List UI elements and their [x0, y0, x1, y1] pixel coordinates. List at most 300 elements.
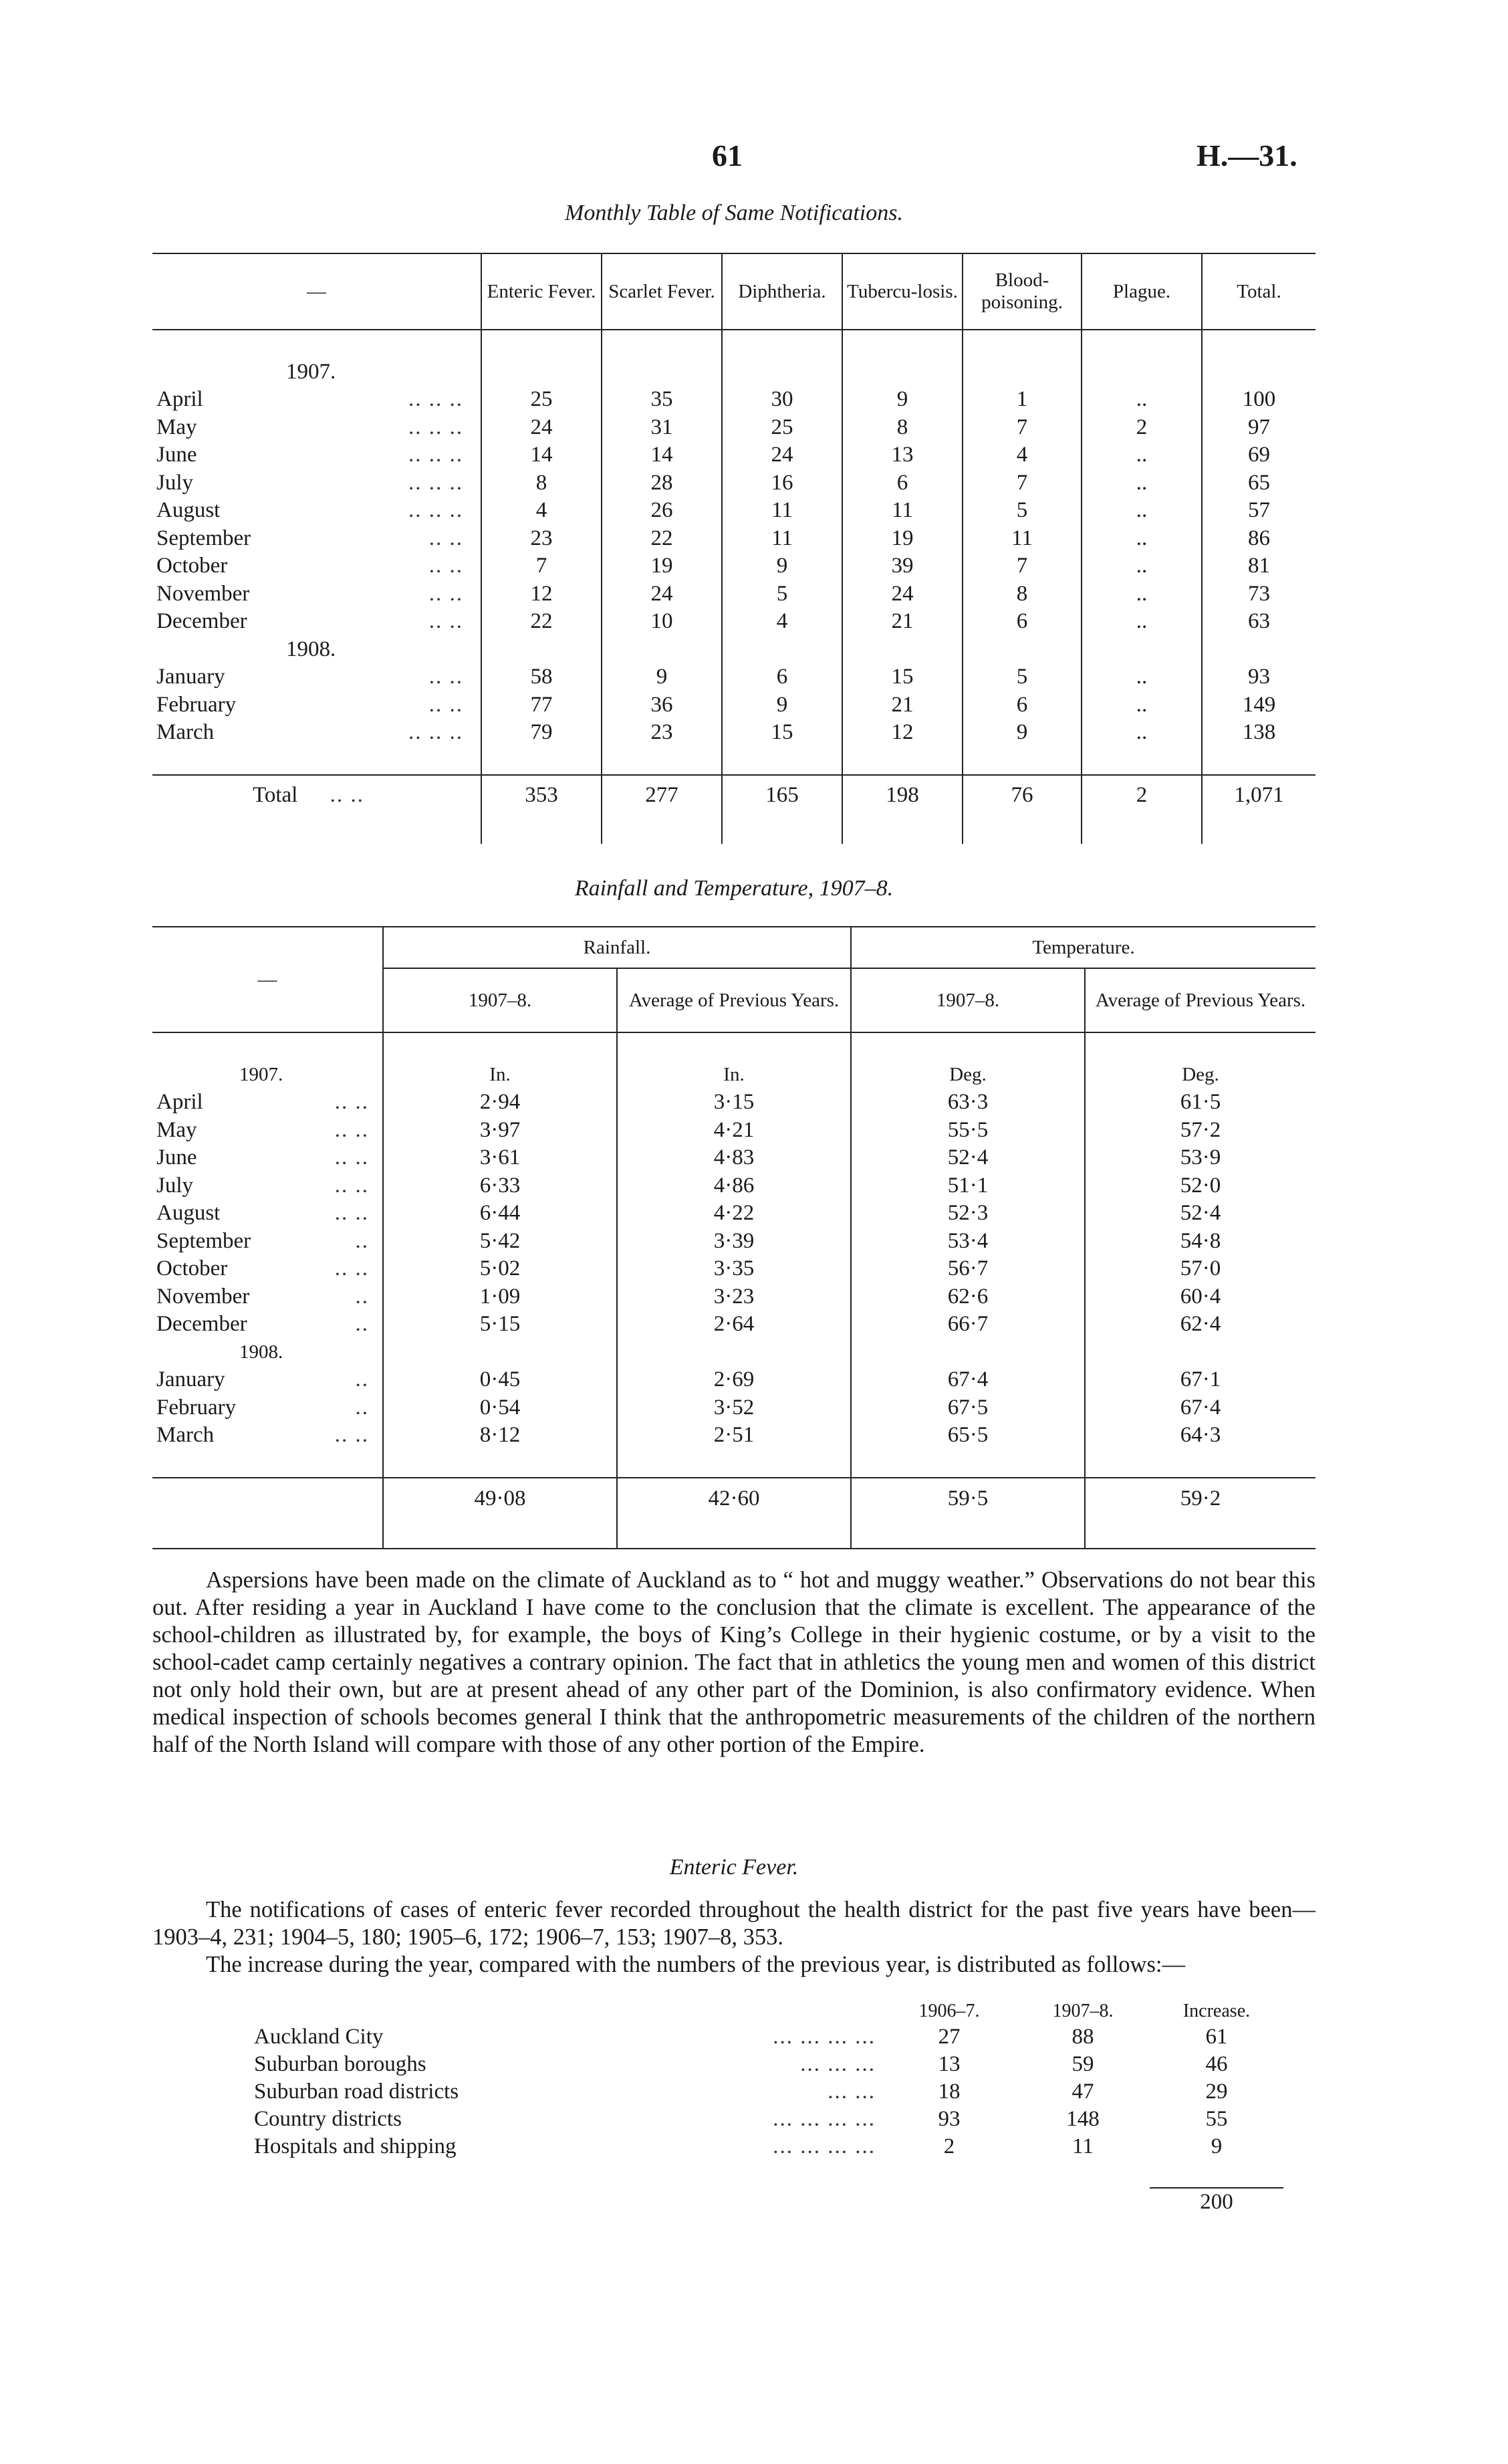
header-dash: — — [257, 968, 277, 990]
table-cell: 7 — [963, 469, 1082, 497]
leader-dots: .. .. — [334, 1145, 369, 1169]
rainfall-total-row — [152, 1478, 1315, 1520]
leader-dots: .. .. — [428, 554, 463, 578]
table-cell: 9 — [722, 552, 842, 580]
col-blood-poisoning: Blood-poisoning. — [963, 253, 1082, 330]
table-cell: 65 — [1202, 469, 1315, 497]
year-label: 1907. — [286, 359, 336, 384]
month-cell — [152, 1422, 383, 1450]
leader-dots: .. .. — [334, 1090, 369, 1114]
col-temp-average: Average of Previous Years. — [1085, 968, 1315, 1032]
total-value: 165 — [722, 775, 842, 816]
table-row — [254, 2106, 1283, 2133]
table-cell: 12 — [481, 580, 602, 608]
table-cell: 57 — [1202, 497, 1315, 525]
table-cell: 56·7 — [851, 1255, 1085, 1283]
leader-dots: ... ... ... ... — [773, 2025, 876, 2049]
table-cell: 3·97 — [383, 1117, 617, 1145]
table-cell: 15 — [722, 719, 842, 747]
col-1907-8: 1907–8. — [1052, 2001, 1114, 2021]
leader-dots: ... ... ... ... — [773, 2107, 876, 2131]
table-cell: 64·3 — [1085, 1422, 1315, 1450]
table-row — [152, 441, 1315, 469]
district-label: Hospitals and shipping — [254, 2134, 457, 2158]
table-cell: 0·54 — [383, 1394, 617, 1422]
month-cell — [152, 552, 481, 580]
climate-paragraph — [152, 1567, 1315, 1759]
table-row — [254, 2023, 1283, 2051]
table-cell: 2·69 — [617, 1366, 851, 1394]
table-row — [152, 414, 1315, 442]
month-cell — [152, 525, 481, 553]
col-temp-current: 1907–8. — [851, 968, 1085, 1032]
table-row — [152, 1228, 1315, 1256]
table-cell: 5·02 — [383, 1255, 617, 1283]
table-row — [152, 1450, 1315, 1478]
month-label: July — [156, 1173, 194, 1198]
table-row — [152, 469, 1315, 497]
table-row — [152, 1311, 1315, 1339]
table-cell: 11 — [963, 525, 1082, 553]
climate-text: Aspersions have been made on the climate of Auckland as to “ hot and muggy weather.” Observations do not bear this out. After residing a year in Auckland I have come to the conclusion that the climate is excellent. The appearance of the school-children as illustrated by, for example, the boys of King’s College in their hygienic costume, or by a visit to the school-cadet camp certainly negatives a contrary opinion. The fact that in athletics the young men and women of this district not only hold their own, but are at present ahead of any other part of the Dominion, is also confirmatory evidence. When medical inspection of schools becomes general I think that the anthropometric measurements of the children of the northern half of the North Island will compare with those of any other portion of the Empire. — [152, 1567, 1315, 1757]
table-cell: .. — [1082, 719, 1202, 747]
enteric-text-1: The notifications of cases of enteric fever recorded throughout the health district for the past five years have been—1903–4, 231; 1904–5, 180; 1905–6, 172; 1906–7, 153; 1907–8, 353. — [152, 1897, 1315, 1950]
month-cell — [152, 719, 481, 747]
table-cell: 9 — [963, 719, 1082, 747]
month-label: April — [156, 1090, 203, 1114]
table-row — [152, 816, 1315, 844]
month-label: May — [156, 415, 197, 439]
table-cell: 67·1 — [1085, 1366, 1315, 1394]
table-cell: .. — [1082, 691, 1202, 719]
leader-dots: .. .. — [334, 1423, 369, 1447]
month-label: March — [156, 1423, 215, 1447]
leader-dots: .. .. .. — [408, 415, 463, 439]
table-cell: 18 — [938, 2080, 961, 2104]
table-cell: 3·39 — [617, 1228, 851, 1256]
month-cell — [152, 1089, 383, 1117]
col-rain-average: Average of Previous Years. — [617, 968, 851, 1032]
table-cell: 3·61 — [383, 1144, 617, 1172]
month-cell — [152, 1255, 383, 1283]
month-label: May — [156, 1117, 197, 1142]
table-cell: 138 — [1202, 719, 1315, 747]
table-cell: 11 — [722, 525, 842, 553]
table-cell: 8·12 — [383, 1422, 617, 1450]
table-cell: 46 — [1205, 2052, 1228, 2076]
table-cell: 10 — [602, 608, 722, 636]
month-label: April — [156, 387, 203, 411]
unit-temp: Deg. — [1085, 1061, 1315, 1089]
table-cell: 19 — [842, 525, 963, 553]
table-cell: 100 — [1202, 386, 1315, 414]
table-cell: 23 — [602, 719, 722, 747]
table-row — [152, 1144, 1315, 1172]
month-label: August — [156, 1201, 221, 1225]
month-cell — [152, 414, 481, 442]
district-cell — [254, 2078, 882, 2106]
month-label: October — [156, 554, 228, 578]
year-row — [152, 1339, 1315, 1367]
table-cell: 2·51 — [617, 1422, 851, 1450]
table-cell: 26 — [602, 497, 722, 525]
table-cell: 24 — [842, 580, 963, 608]
table-cell: 35 — [602, 386, 722, 414]
enteric-paragraphs — [152, 1896, 1315, 1979]
table-cell: 6 — [963, 691, 1082, 719]
table-cell: 51·1 — [851, 1172, 1085, 1200]
month-cell — [152, 1366, 383, 1394]
table-cell: 6 — [963, 608, 1082, 636]
year-label: 1908. — [286, 637, 336, 661]
table-cell: 58 — [481, 663, 602, 691]
page-reference: H.—31. — [1197, 138, 1297, 173]
table-cell: 7 — [963, 552, 1082, 580]
month-cell — [152, 1144, 383, 1172]
notifications-caption: Monthly Table of Same Notifications. — [565, 201, 903, 225]
table-cell: 8 — [842, 414, 963, 442]
district-cell — [254, 2051, 882, 2078]
table-cell: 4·22 — [617, 1200, 851, 1228]
table-cell: .. — [1082, 525, 1202, 553]
table-row — [152, 525, 1315, 553]
table-cell: 6·33 — [383, 1172, 617, 1200]
month-label: December — [156, 609, 247, 633]
table-cell: 149 — [1202, 691, 1315, 719]
month-cell — [152, 497, 481, 525]
leader-dots: .. .. .. — [408, 387, 463, 411]
table-cell: 62·4 — [1085, 1311, 1315, 1339]
table-cell: 11 — [1072, 2134, 1094, 2158]
enteric-total-row — [254, 2160, 1283, 2188]
table-cell: 25 — [722, 414, 842, 442]
month-cell — [152, 1228, 383, 1256]
month-label: June — [156, 443, 197, 467]
col-rain-current: 1907–8. — [383, 968, 617, 1032]
table-cell: 60·4 — [1085, 1283, 1315, 1311]
district-label: Suburban boroughs — [254, 2052, 426, 2076]
table-cell: 4·83 — [617, 1144, 851, 1172]
month-label: October — [156, 1256, 228, 1280]
leader-dots: .. .. .. — [408, 470, 463, 495]
table-row — [152, 497, 1315, 525]
col-diphtheria: Diphtheria. — [722, 253, 842, 330]
table-cell: 24 — [481, 414, 602, 442]
table-cell: 65·5 — [851, 1422, 1085, 1450]
table-cell: .. — [1082, 497, 1202, 525]
table-row — [152, 1032, 1315, 1061]
table-cell: 8 — [481, 469, 602, 497]
table-cell: 4·86 — [617, 1172, 851, 1200]
table-cell: 52·4 — [851, 1144, 1085, 1172]
notifications-header-row — [152, 253, 1315, 330]
table-cell: 5·42 — [383, 1228, 617, 1256]
table-row — [152, 608, 1315, 636]
table-cell: 9 — [1211, 2134, 1223, 2158]
leader-dots: .. — [355, 1395, 369, 1420]
table-cell: 9 — [842, 386, 963, 414]
month-label: August — [156, 498, 221, 522]
month-cell — [152, 663, 481, 691]
total-value: 277 — [602, 775, 722, 816]
table-row — [152, 1283, 1315, 1311]
table-cell: 67·5 — [851, 1394, 1085, 1422]
table-row — [152, 386, 1315, 414]
month-label: November — [156, 581, 250, 606]
table-cell: 61 — [1205, 2025, 1228, 2049]
table-cell: 24 — [602, 580, 722, 608]
table-cell: 39 — [842, 552, 963, 580]
table-cell: 4 — [481, 497, 602, 525]
rainfall-caption: Rainfall and Temperature, 1907–8. — [574, 876, 894, 901]
enteric-increase-table — [254, 1999, 1283, 2216]
table-cell: 24 — [722, 441, 842, 469]
table-cell: 5 — [963, 497, 1082, 525]
table-cell: .. — [1082, 441, 1202, 469]
table-row — [152, 1172, 1315, 1200]
district-cell — [254, 2023, 882, 2051]
col-total: Total. — [1202, 253, 1315, 330]
month-label: July — [156, 470, 194, 495]
month-cell — [152, 1283, 383, 1311]
notifications-total-row — [152, 775, 1315, 816]
table-cell: 62·6 — [851, 1283, 1085, 1311]
table-cell: 23 — [481, 525, 602, 553]
table-cell: 36 — [602, 691, 722, 719]
table-cell: 63 — [1202, 608, 1315, 636]
table-cell: 22 — [602, 525, 722, 553]
table-row — [152, 1520, 1315, 1549]
table-cell: 3·35 — [617, 1255, 851, 1283]
leader-dots: .. .. .. — [408, 720, 463, 744]
leader-dots: .. — [355, 1228, 369, 1253]
month-label: January — [156, 665, 225, 689]
page-number: 61 — [712, 138, 743, 173]
table-row — [152, 552, 1315, 580]
col-scarlet: Scarlet Fever. — [602, 253, 722, 330]
total-label: Total — [253, 783, 298, 808]
total-value: 76 — [963, 775, 1082, 816]
leader-dots: .. .. — [428, 581, 463, 606]
month-label: March — [156, 720, 215, 744]
table-row — [254, 2078, 1283, 2106]
table-cell: 53·9 — [1085, 1144, 1315, 1172]
month-cell — [152, 386, 481, 414]
table-cell: 93 — [938, 2107, 961, 2131]
table-cell: .. — [1082, 469, 1202, 497]
table-row — [152, 663, 1315, 691]
table-cell: 6·44 — [383, 1200, 617, 1228]
table-cell: 12 — [842, 719, 963, 747]
table-cell: 52·4 — [1085, 1200, 1315, 1228]
leader-dots: .. — [355, 1284, 369, 1309]
table-cell: 55·5 — [851, 1117, 1085, 1145]
table-cell: 4·21 — [617, 1117, 851, 1145]
table-cell: 52·0 — [1085, 1172, 1315, 1200]
table-cell: 21 — [842, 691, 963, 719]
district-label: Suburban road districts — [254, 2080, 459, 2104]
table-cell: 14 — [602, 441, 722, 469]
table-cell: 52·3 — [851, 1200, 1085, 1228]
enteric-text-2: The increase during the year, compared with the numbers of the previous year, is distributed as follows:— — [206, 1952, 1185, 1977]
table-cell: 16 — [722, 469, 842, 497]
table-cell: 69 — [1202, 441, 1315, 469]
month-cell — [152, 441, 481, 469]
rainfall-group-header — [152, 927, 1315, 968]
table-cell: 21 — [842, 608, 963, 636]
table-cell: .. — [1082, 580, 1202, 608]
leader-dots: .. .. — [334, 1201, 369, 1225]
col-enteric: Enteric Fever. — [481, 253, 602, 330]
table-cell: 148 — [1066, 2107, 1100, 2131]
month-label: September — [156, 1228, 251, 1253]
table-cell: 5 — [722, 580, 842, 608]
group-temperature: Temperature. — [851, 927, 1315, 968]
month-cell — [152, 1311, 383, 1339]
table-cell: 22 — [481, 608, 602, 636]
table-cell: 63·3 — [851, 1089, 1085, 1117]
table-row — [152, 330, 1315, 358]
table-row — [152, 1200, 1315, 1228]
col-1906-7: 1906–7. — [918, 2001, 980, 2021]
month-label: February — [156, 1395, 237, 1420]
table-row — [152, 1366, 1315, 1394]
table-row — [254, 2133, 1283, 2160]
leader-dots: .. .. — [334, 1117, 369, 1142]
table-row — [152, 1117, 1315, 1145]
header-dash: — — [307, 280, 326, 302]
year-row — [152, 636, 1315, 664]
table-row — [152, 1089, 1315, 1117]
table-cell: 9 — [602, 663, 722, 691]
table-row — [152, 747, 1315, 776]
notifications-table — [152, 253, 1315, 844]
leader-dots: ... ... ... — [800, 2052, 876, 2076]
table-cell: 3·15 — [617, 1089, 851, 1117]
col-tuberculosis: Tubercu-losis. — [842, 253, 963, 330]
month-label: September — [156, 526, 251, 550]
table-cell: 61·5 — [1085, 1089, 1315, 1117]
leader-dots: .. — [355, 1367, 369, 1391]
table-row — [152, 691, 1315, 719]
table-cell: 59 — [1072, 2052, 1094, 2076]
month-cell — [152, 469, 481, 497]
unit-rain: In. — [617, 1061, 851, 1089]
table-cell: .. — [1082, 663, 1202, 691]
leader-dots: .. .. — [428, 609, 463, 633]
table-cell: 13 — [938, 2052, 961, 2076]
total-value: 353 — [481, 775, 602, 816]
enteric-heading: Enteric Fever. — [669, 1855, 799, 1880]
total-value: 59·5 — [851, 1478, 1085, 1520]
leader-dots: .. — [355, 1312, 369, 1336]
leader-dots: .. .. — [334, 1256, 369, 1280]
table-cell: 67·4 — [851, 1366, 1085, 1394]
month-label: January — [156, 1367, 225, 1391]
table-cell: 3·23 — [617, 1283, 851, 1311]
table-cell: 57·0 — [1085, 1255, 1315, 1283]
month-label: December — [156, 1312, 247, 1336]
year-label: 1907. — [239, 1063, 283, 1085]
table-cell: .. — [1082, 608, 1202, 636]
table-cell: 9 — [722, 691, 842, 719]
total-dots: .. .. — [330, 783, 364, 808]
leader-dots: .. .. .. — [408, 443, 463, 467]
table-cell: 15 — [842, 663, 963, 691]
leader-dots: .. .. — [428, 526, 463, 550]
enteric-header-row — [254, 1999, 1283, 2023]
table-cell: 57·2 — [1085, 1117, 1315, 1145]
district-label: Country districts — [254, 2107, 402, 2131]
month-cell — [152, 1117, 383, 1145]
col-increase: Increase. — [1182, 2001, 1251, 2021]
month-cell — [152, 691, 481, 719]
table-cell: 1·09 — [383, 1283, 617, 1311]
month-label: June — [156, 1145, 197, 1169]
table-cell: 19 — [602, 552, 722, 580]
table-cell: 2·94 — [383, 1089, 617, 1117]
leader-dots: .. .. — [428, 692, 463, 717]
year-row — [152, 358, 1315, 386]
total-value: 1,071 — [1202, 775, 1315, 816]
total-value: 198 — [842, 775, 963, 816]
table-row — [152, 1394, 1315, 1422]
table-cell: 47 — [1072, 2080, 1094, 2104]
table-cell: 25 — [481, 386, 602, 414]
year-label: 1908. — [239, 1341, 283, 1363]
table-cell: 66·7 — [851, 1311, 1085, 1339]
table-cell: 11 — [722, 497, 842, 525]
col-plague: Plague. — [1082, 253, 1202, 330]
table-cell: 6 — [722, 663, 842, 691]
month-cell — [152, 580, 481, 608]
table-cell: 7 — [481, 552, 602, 580]
month-cell — [152, 1200, 383, 1228]
table-cell: 81 — [1202, 552, 1315, 580]
table-cell: 54·8 — [1085, 1228, 1315, 1256]
table-cell: .. — [1082, 552, 1202, 580]
table-cell: 2 — [943, 2134, 955, 2158]
month-cell — [152, 1394, 383, 1422]
table-row — [152, 719, 1315, 747]
month-cell — [152, 1172, 383, 1200]
table-row — [152, 1422, 1315, 1450]
total-value: 42·60 — [617, 1478, 851, 1520]
table-cell: 5 — [963, 663, 1082, 691]
district-label: Auckland City — [254, 2025, 384, 2049]
table-cell: 11 — [842, 497, 963, 525]
month-label: November — [156, 1284, 250, 1309]
table-cell: 73 — [1202, 580, 1315, 608]
table-cell: 55 — [1205, 2107, 1228, 2131]
table-row — [152, 1255, 1315, 1283]
total-value: 2 — [1082, 775, 1202, 816]
group-rainfall: Rainfall. — [383, 927, 851, 968]
table-cell: 67·4 — [1085, 1394, 1315, 1422]
leader-dots: .. .. .. — [408, 498, 463, 522]
table-cell: 4 — [963, 441, 1082, 469]
table-cell: 14 — [481, 441, 602, 469]
leader-dots: .. .. — [334, 1173, 369, 1198]
month-label: February — [156, 692, 237, 717]
total-value: 59·2 — [1085, 1478, 1315, 1520]
table-cell: 53·4 — [851, 1228, 1085, 1256]
table-cell: 27 — [938, 2025, 961, 2049]
month-cell — [152, 608, 481, 636]
table-row — [152, 580, 1315, 608]
table-cell: .. — [1082, 386, 1202, 414]
table-cell: 77 — [481, 691, 602, 719]
